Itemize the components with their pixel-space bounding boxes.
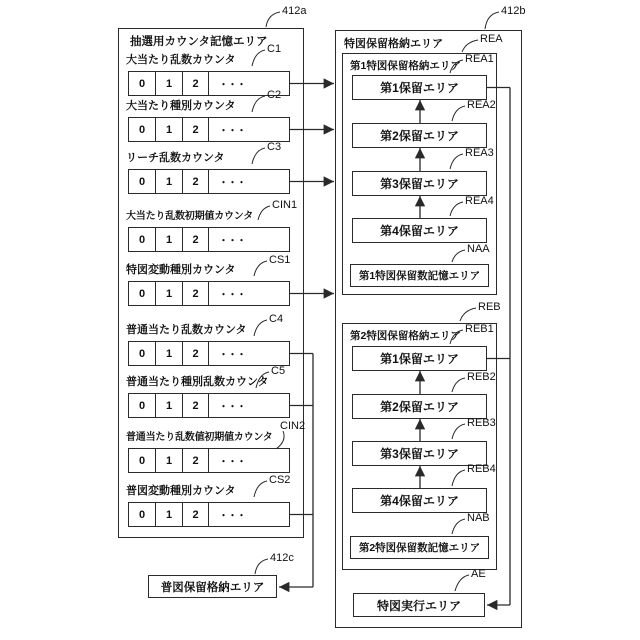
reb2-hold-area (352, 394, 487, 419)
normal-figure-hold-storage-box (148, 575, 277, 598)
ref-c1: C1 (267, 43, 282, 55)
cell-0: 0 (129, 72, 156, 95)
cell-2: 2 (183, 170, 209, 193)
counter-c1 (128, 51, 290, 96)
ref-rea2: REA2 (467, 99, 496, 111)
cell-0: 0 (129, 449, 156, 472)
cell-2: 2 (183, 503, 209, 526)
leader-412c (255, 559, 268, 574)
reb3-label: 第3保留エリア (380, 447, 459, 461)
naa-count-memory-area (350, 264, 489, 287)
cell-2: 2 (183, 342, 209, 365)
cell-1: 1 (156, 449, 183, 472)
counter-c2-label: 大当たり種別カウンタ (126, 100, 236, 112)
ref-naa: NAA (467, 243, 490, 255)
rea3-hold-area (352, 171, 487, 196)
cell-2: 2 (183, 394, 209, 417)
execution-area-label: 特図実行エリア (376, 598, 461, 613)
counter-cs1-label: 特図変動種別カウンタ (126, 264, 236, 276)
ref-412c: 412c (270, 552, 294, 564)
naa-label: 第1特図保留数記憶エリア (358, 270, 481, 282)
cell-1: 1 (156, 503, 183, 526)
ref-cs2: CS2 (269, 474, 291, 486)
cell-2: 2 (183, 118, 209, 141)
ref-cin2: CIN2 (280, 420, 306, 432)
left-panel-title: 抽選用カウンタ記憶エリア (130, 36, 268, 48)
cell-0: 0 (129, 282, 156, 305)
ref-c5: C5 (271, 365, 286, 377)
ref-rea3: REA3 (465, 147, 494, 159)
cell-2: 2 (183, 228, 209, 251)
cell-1: 1 (156, 282, 183, 305)
ref-c2: C2 (267, 89, 282, 101)
group2-title: 第2特図保留格納エリア (350, 330, 461, 342)
cell-0: 0 (129, 503, 156, 526)
reb4-label: 第4保留エリア (380, 494, 459, 508)
counter-cin1-cells (128, 227, 290, 252)
reb2-label: 第2保留エリア (380, 400, 459, 414)
counter-c4-cells (128, 341, 290, 366)
counter-c5-label: 普通当たり種別乱数カウンタ (126, 376, 269, 388)
cell-1: 1 (156, 170, 183, 193)
ref-reb2: REB2 (467, 371, 496, 383)
nab-label: 第2特図保留数記憶エリア (358, 542, 481, 554)
ref-reb1: REB1 (465, 323, 494, 335)
cell-ellipsis: ・・・ (218, 290, 246, 301)
rea1-label: 第1保留エリア (380, 81, 459, 95)
cell-1: 1 (156, 228, 183, 251)
cell-0: 0 (129, 228, 156, 251)
ref-rea1: REA1 (465, 53, 494, 65)
cell-0: 0 (129, 170, 156, 193)
leader-412b (485, 12, 499, 29)
group1-title: 第1特図保留格納エリア (350, 60, 461, 72)
ref-nab: NAB (467, 512, 490, 524)
rea1-hold-area (352, 75, 487, 100)
counter-c2-cells (128, 117, 290, 142)
counter-cin2-label: 普通当たり乱数値初期値カウンタ (126, 432, 273, 443)
counter-cs1 (128, 261, 290, 306)
rea4-label: 第4保留エリア (380, 224, 459, 238)
cell-1: 1 (156, 72, 183, 95)
normal-figure-hold-label: 普図保留格納エリア (160, 581, 265, 594)
rea2-label: 第2保留エリア (380, 129, 459, 143)
counter-c3-label: リーチ乱数カウンタ (126, 152, 225, 164)
ref-ae: AE (471, 568, 486, 580)
rea4-hold-area (352, 218, 487, 243)
nab-count-memory-area (350, 536, 489, 559)
reb1-hold-area (352, 346, 487, 371)
cell-ellipsis: ・・・ (218, 236, 246, 247)
counter-cin2-cells (128, 448, 290, 473)
counter-cin1 (128, 207, 290, 252)
cell-ellipsis: ・・・ (218, 350, 246, 361)
cell-ellipsis: ・・・ (218, 178, 246, 189)
cell-2: 2 (183, 282, 209, 305)
counter-cs1-cells (128, 281, 290, 306)
cell-ellipsis: ・・・ (218, 126, 246, 137)
cell-2: 2 (183, 72, 209, 95)
counter-cs2-label: 普図変動種別カウンタ (126, 485, 236, 497)
counter-cin2 (128, 428, 290, 473)
reb1-label: 第1保留エリア (380, 352, 459, 366)
ref-cin1: CIN1 (272, 199, 298, 211)
cell-ellipsis: ・・・ (218, 402, 246, 413)
cell-0: 0 (129, 342, 156, 365)
ref-412a: 412a (282, 5, 307, 17)
counter-c3 (128, 149, 290, 194)
counter-c5 (128, 373, 290, 418)
rea3-label: 第3保留エリア (380, 177, 459, 191)
ref-412b: 412b (501, 5, 526, 17)
cell-1: 1 (156, 394, 183, 417)
reb4-hold-area (352, 488, 487, 513)
rea2-hold-area (352, 123, 487, 148)
cell-2: 2 (183, 449, 209, 472)
ref-rea4: REA4 (465, 195, 494, 207)
cell-0: 0 (129, 118, 156, 141)
ref-reb4: REB4 (467, 463, 496, 475)
ref-c4: C4 (269, 313, 284, 325)
ref-cs1: CS1 (269, 254, 291, 266)
counter-cin1-label: 大当たり乱数初期値カウンタ (126, 211, 253, 222)
counter-c5-cells (128, 393, 290, 418)
cell-ellipsis: ・・・ (218, 457, 246, 468)
ref-c3: C3 (267, 141, 282, 153)
leader-412a (266, 12, 280, 27)
ref-reb: REB (478, 301, 501, 313)
counter-c1-cells (128, 71, 290, 96)
cell-ellipsis: ・・・ (218, 511, 246, 522)
cell-ellipsis: ・・・ (218, 80, 246, 91)
counter-c1-label: 大当たり乱数カウンタ (126, 54, 236, 66)
counter-c4 (128, 321, 290, 366)
ref-rea: REA (480, 33, 503, 45)
ref-reb3: REB3 (467, 417, 496, 429)
counter-c4-label: 普通当たり乱数カウンタ (126, 324, 247, 336)
counter-c3-cells (128, 169, 290, 194)
counter-cs2 (128, 482, 290, 527)
cell-1: 1 (156, 118, 183, 141)
counter-cs2-cells (128, 502, 290, 527)
cell-0: 0 (129, 394, 156, 417)
cell-1: 1 (156, 342, 183, 365)
right-panel-title: 特図保留格納エリア (344, 38, 443, 50)
execution-area-box (353, 593, 485, 617)
counter-c2 (128, 97, 290, 142)
